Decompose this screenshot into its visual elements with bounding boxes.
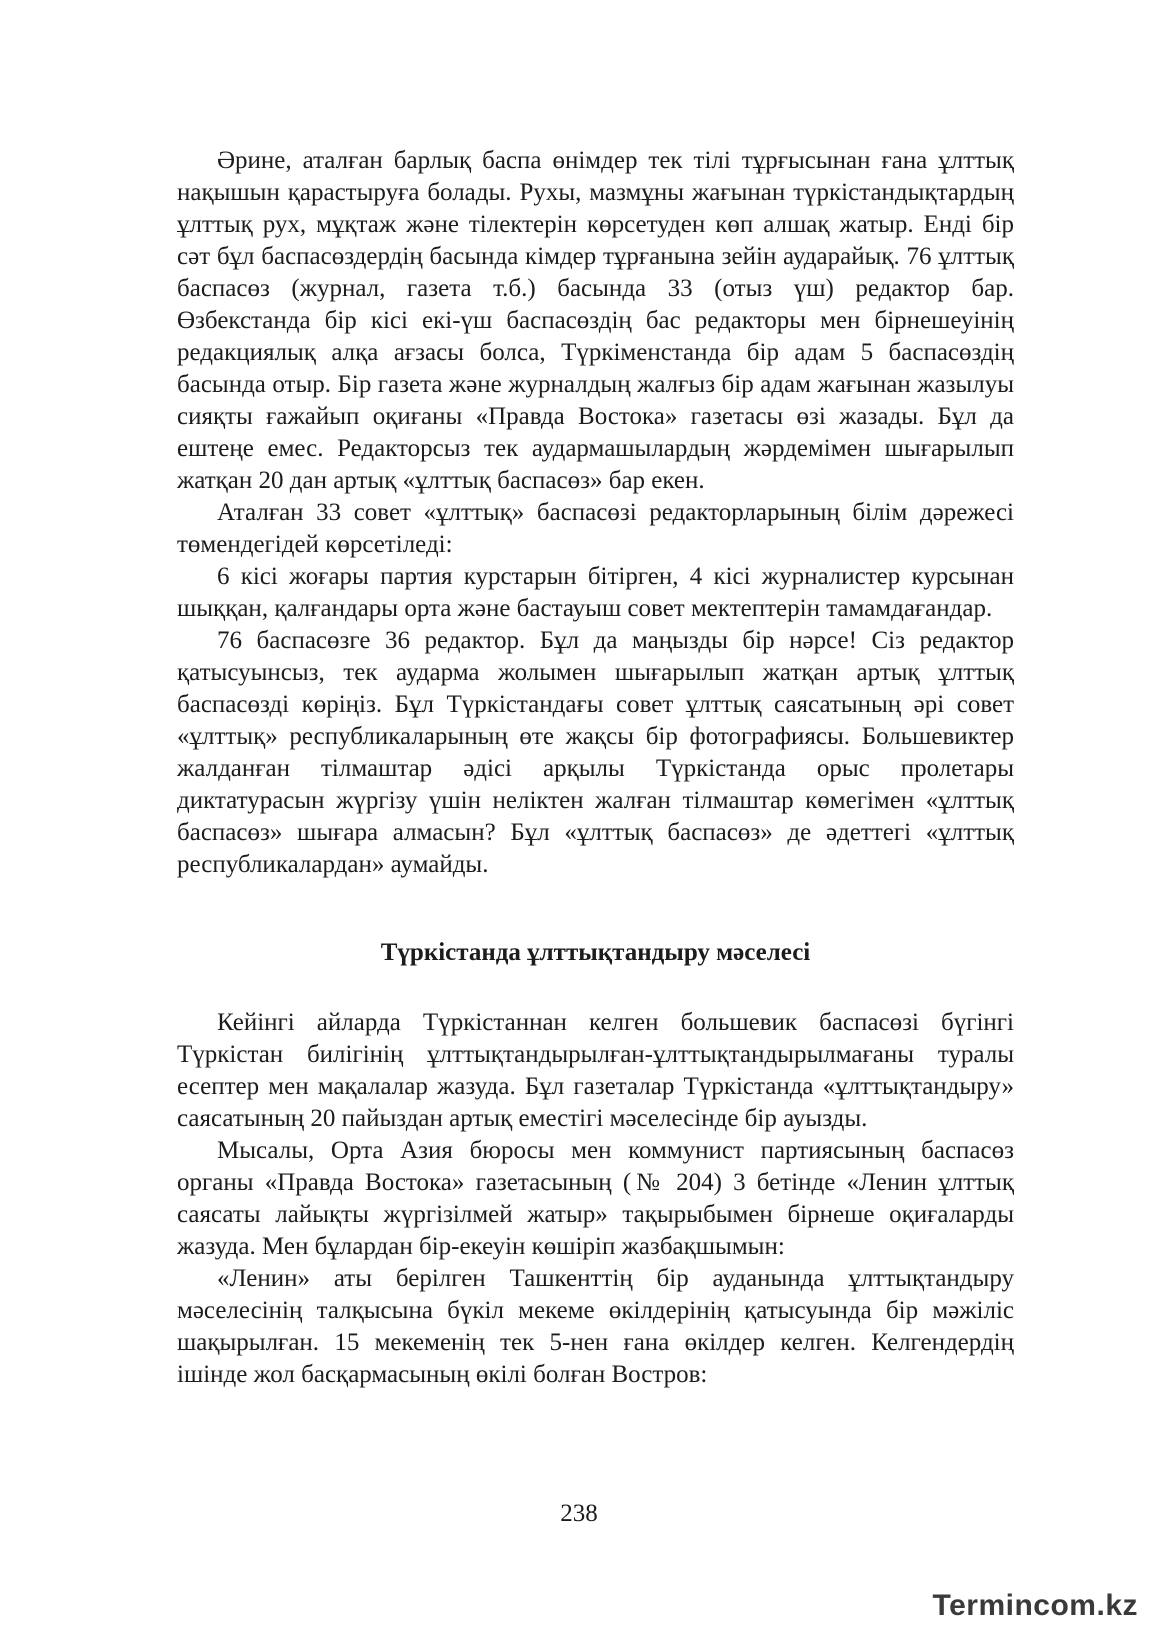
page-content [177,145,1014,1391]
section-heading: Түркістанда ұлттықтандыру мәселесі [380,939,811,966]
paragraph: 76 баспасөзге 36 редактор. Бұл да маңызды бір нәрсе! Сіз редактор қатысуынсыз, тек аударма жолымен шығарылып жатқан артық ұлттық баспасөзді көріңіз. Бұл Түркістандағы совет ұлттық саясатының әрі совет «ұлттық» республикаларының өте жақсы бір фотографиясы. Большевиктер жалданған тілмаштар әдісі арқылы Түркістанда орыс пролетары диктатурасын жүргізу үшін неліктен жалған тілмаштар көмегімен «ұлттық баспасөз» шығара алмасын? Бұл «ұлттық баспасөз» де әдеттегі «ұлттық республикалардан» аумайды. [177,627,1014,878]
paragraph: «Ленин» аты берілген Ташкенттің бір ауданында ұлттықтандыру мәселесінің талқысына бүкіл мекеме өкілдерінің қатысуында бір мәжіліс шақырылған. 15 мекеменің тек 5-нен ғана өкілдер келген. Келгендердің ішінде жол басқармасының өкілі болған Востров: [177,1265,1014,1388]
paragraph: 6 кісі жоғары партия курстарын бітірген, 4 кісі журналистер курсынан шыққан, қалғандары орта және бастауыш совет мектептерін тамамдағандар. [177,563,1014,622]
paragraph: Әрине, аталған барлық баспа өнімдер тек тілі тұрғысынан ғана ұлттық нақышын қарастыруға болады. Рухы, мазмұны жағынан түркістандықтардың ұлттық рух, мұқтаж және тілектерін көрсетуден көп алшақ жатыр. Енді бір сәт бұл баспасөздердің басында кімдер тұрғанына зейін аударайық. 76 ұлттық баспасөз (журнал, газета т.б.) басында 33 (отыз үш) редактор бар. Өзбекстанда бір кісі екі-үш баспасөздің бас редакторы мен бірнешеуінің редакциялық алқа ағзасы болса, Түркіменстанда бір адам 5 баспасөздің басында отыр. Бір газета және журналдың жалғыз бір адам жағынан жазылуы сияқты ғажайып оқиғаны «Правда Востока» газетасы өзі жазады. Бұл да ештеңе емес. Редакторсыз тек аудармашылардың жәрдемімен шығарылып жатқан 20 дан артық «ұлттық баспасөз» бар екен. [177,147,1014,494]
page-number: 238 [560,1500,598,1527]
paragraph: Кейінгі айларда Түркістаннан келген большевик баспасөзі бүгінгі Түркістан билігінің ұлттықтандырылған-ұлттықтандырылмағаны туралы есептер мен мақалалар жазуда. Бұл газеталар Түркістанда «ұлттықтандыру» саясатының 20 пайыздан артық еместігі мәселесінде бір ауызды. [177,1009,1014,1132]
watermark-logo [933,1581,1139,1623]
paragraph: Мысалы, Орта Азия бюросы мен коммунист партиясының баспасөз органы «Правда Востока» газетасының (№ 204) 3 бетінде «Ленин ұлттық саясаты лайықты жүргізілмей жатыр» тақырыбымен бірнеше оқиғаларды жазуда. Мен бұлардан бір-екеуін көшіріп жазбақшымын: [177,1137,1014,1260]
paragraph: Аталған 33 совет «ұлттық» баспасөзі редакторларының білім дәрежесі төмендегідей көрсетіледі: [177,499,1014,558]
watermark-text: Termincom.kz [932,1589,1138,1622]
